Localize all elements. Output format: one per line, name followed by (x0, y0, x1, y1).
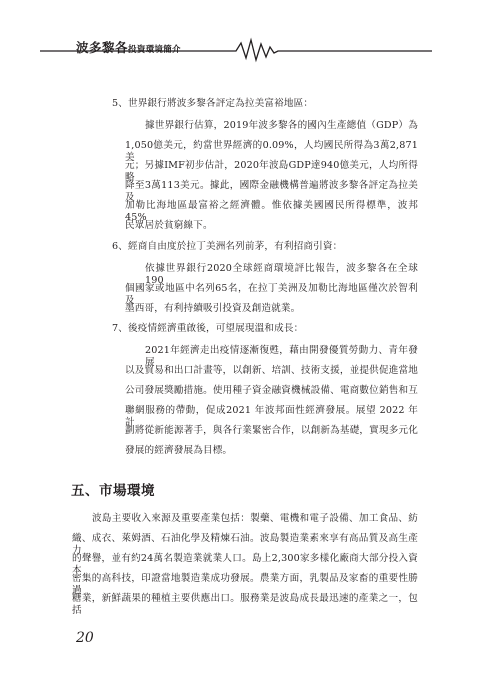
header-title-sub: 投資環境簡介 (128, 45, 181, 55)
paragraph-line: 糖業，新鮮蔬果的種植主要供應出口。服務業是波島成長最迅速的產業之一，包括 (72, 593, 418, 616)
paragraph-line: 依據世界銀行2020全球經商環境評比報告，波多黎各在全球190 (145, 263, 418, 286)
paragraph-line: 降至3萬113美元。據此，國際金融機構普遍將波多黎各評定為拉美及 (125, 180, 418, 203)
paragraph-line: 聯網服務的帶動，促成2021 年波邦面性經濟發展。展望 2022 年計 (125, 405, 418, 428)
paragraph-line: 密集的高科技，印證當地製造業成功發展。農業方面，乳製品及家畜的重要性勝過 (72, 573, 418, 596)
paragraph-line: 個國家或地區中名列65名，在拉丁美洲及加勒比海地區僅次於智利及 (125, 283, 418, 306)
section-heading: 五、市場環境 (71, 483, 155, 499)
paragraph-line: 波島主要收入來源及重要產業包括：製藥、電機和電子設備、加工食品、紡 (92, 513, 418, 524)
paragraph-line: 1,050億美元，約當世界經濟的0.09%，人均國民所得為3萬2,871美 (125, 140, 418, 163)
header-waveform-rule (0, 36, 480, 62)
item-heading: 7、後疫情經濟重啟後，可望展現溫和成長： (112, 323, 304, 334)
paragraph-line: 據世界銀行估算，2019年波多黎各的國內生產總值（GDP）為 (145, 120, 418, 131)
paragraph-line: 加勒比海地區最富裕之經濟體。惟依據美國國民所得標準，波邦45% (125, 200, 418, 223)
paragraph-line: 以及貿易和出口計畫等，以創新、培訓、技術支援，並提供促進當地 (125, 365, 418, 376)
item-heading: 5、世界銀行將波多黎各評定為拉美富裕地區： (112, 98, 314, 109)
paragraph-line: 劃將從新能源著手，與各行業緊密合作，以創新為基礎，實現多元化 (125, 425, 418, 436)
paragraph-line: 民眾居於貧窮線下。 (125, 220, 213, 231)
page-number: 20 (76, 630, 94, 646)
paragraph-line: 墨西哥，有利持續吸引投資及創造就業。 (125, 303, 301, 314)
paragraph-line: 公司發展獎勵措施。使用種子資金融資機械設備、電商數位銷售和互 (125, 385, 418, 396)
paragraph-line: 織、成衣、萊姆酒、石油化學及精煉石油。波島製造業素來享有高品質及高生產力 (72, 533, 418, 556)
item-heading: 6、經商自由度於拉丁美洲名列前茅，有利招商引資： (112, 241, 343, 252)
header-title-main: 波多黎各 (76, 40, 129, 55)
paragraph-line: 發展的經濟發展為目標。 (125, 445, 233, 456)
paragraph-line: 的聲譽，並有約24萬名製造業就業人口。島上2,300家多樣化廠商大部分投入資本 (72, 553, 418, 576)
paragraph-line: 2021年經濟走出疫情逐漸復甦，藉由開發優質勞動力、青年發展 (145, 345, 418, 368)
paragraph-line: 元；另據IMF初步估計，2020年波島GDP達940億美元，人均所得略 (125, 160, 418, 183)
running-header-title (76, 38, 181, 56)
